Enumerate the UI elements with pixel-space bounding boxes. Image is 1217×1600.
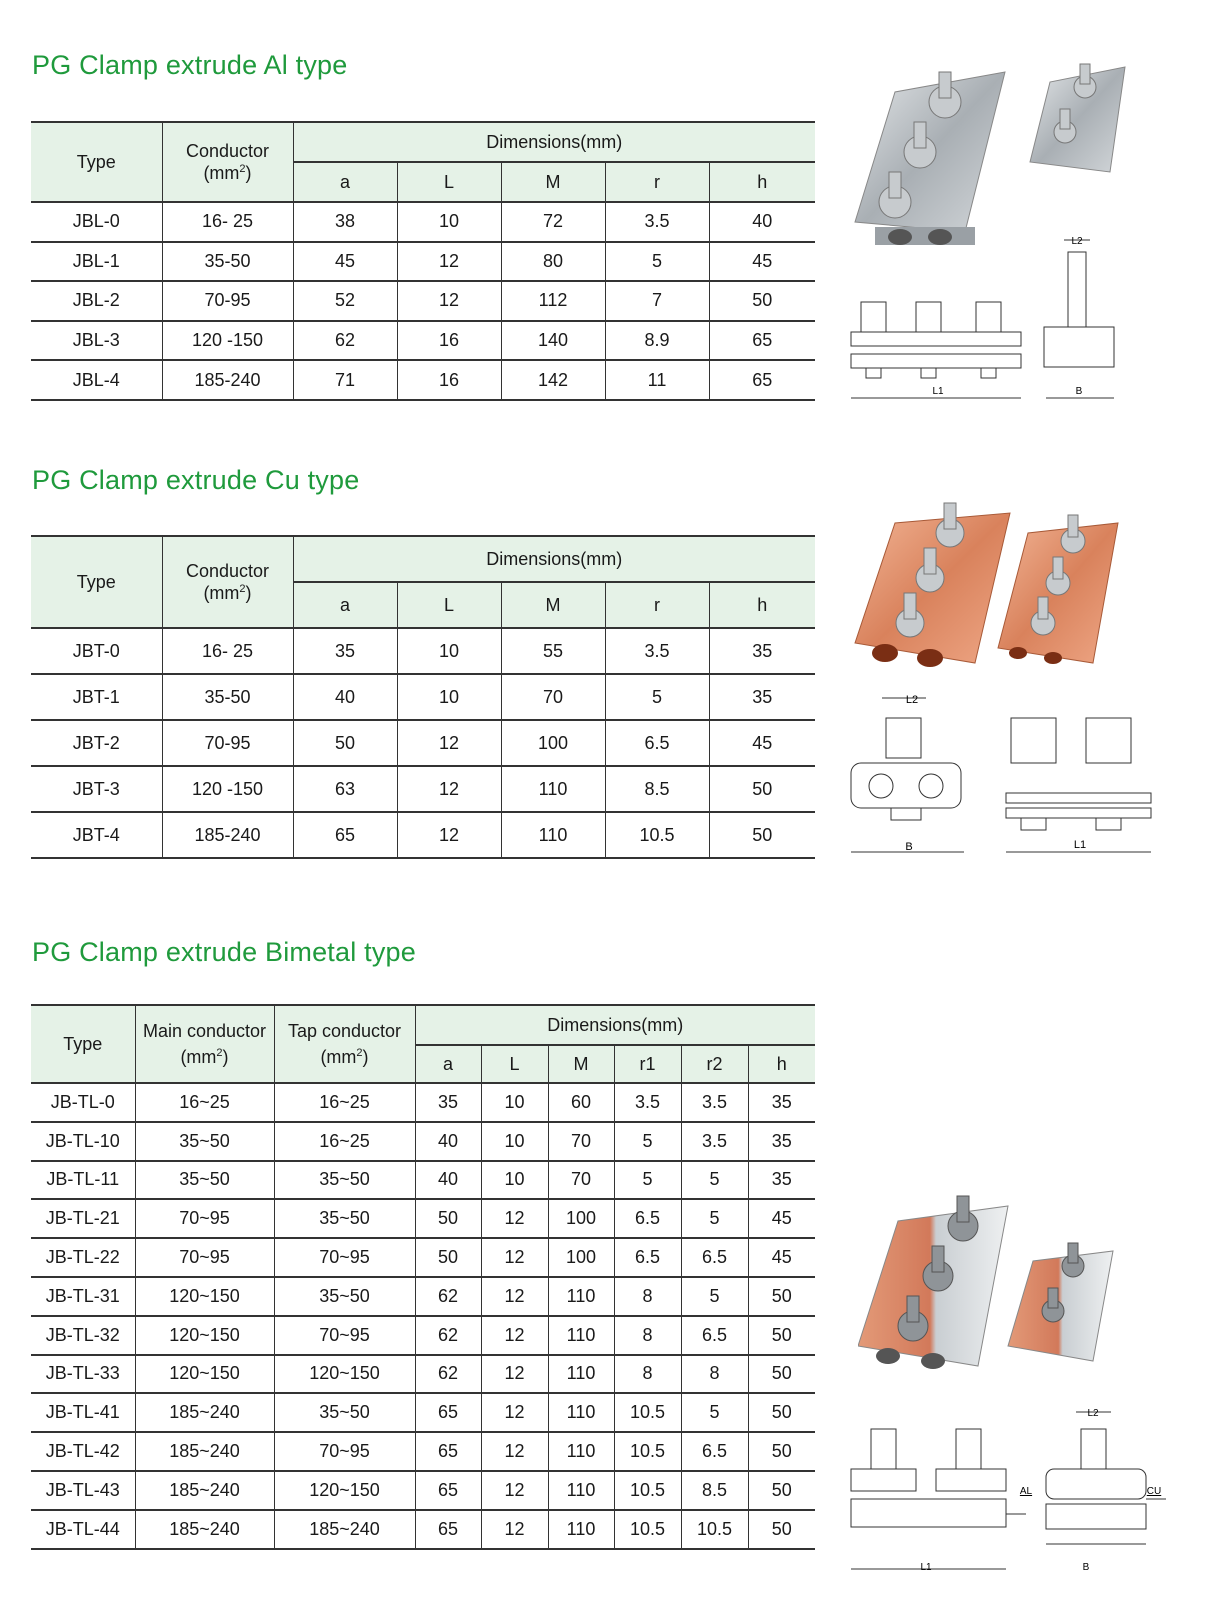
table-row bbox=[31, 1471, 815, 1510]
table-cell: 140 bbox=[501, 321, 605, 361]
table-cell: 65 bbox=[709, 321, 815, 361]
table-cell: 50 bbox=[415, 1238, 481, 1277]
table-cell: 3.5 bbox=[614, 1083, 681, 1122]
table-cell: 45 bbox=[709, 720, 815, 766]
dim-col-header: M bbox=[501, 582, 605, 628]
table-cell: 50 bbox=[293, 720, 397, 766]
table-cell: 10 bbox=[397, 202, 501, 242]
table-cell: 12 bbox=[481, 1432, 548, 1471]
cu-dimension-drawing bbox=[846, 688, 1156, 863]
table-cell: 70~95 bbox=[274, 1432, 415, 1471]
table-cell: 65 bbox=[293, 812, 397, 858]
table-cell: 62 bbox=[415, 1277, 481, 1316]
table-cell: 16~25 bbox=[135, 1083, 274, 1122]
table-cell: 10 bbox=[481, 1161, 548, 1200]
table-row bbox=[31, 1238, 815, 1277]
table-cell: 11 bbox=[605, 360, 709, 400]
table-cell: 112 bbox=[501, 281, 605, 321]
table-cell: 10.5 bbox=[614, 1393, 681, 1432]
table-cell: 70~95 bbox=[274, 1316, 415, 1355]
table-cell: 50 bbox=[748, 1316, 815, 1355]
table-cell: 10 bbox=[481, 1122, 548, 1161]
table-cell: 185-240 bbox=[162, 812, 293, 858]
al-spec-table bbox=[31, 121, 815, 401]
table-cell: 35~50 bbox=[274, 1199, 415, 1238]
table-cell: 12 bbox=[481, 1316, 548, 1355]
table-cell: JBL-0 bbox=[31, 202, 162, 242]
table-row bbox=[31, 242, 815, 282]
table-cell: 16 bbox=[397, 321, 501, 361]
table-cell: 45 bbox=[709, 242, 815, 282]
table-cell: JB-TL-11 bbox=[31, 1161, 135, 1200]
table-cell: 110 bbox=[548, 1510, 614, 1549]
table-cell: 10.5 bbox=[681, 1510, 748, 1549]
dim-col-header: L bbox=[481, 1045, 548, 1083]
type-header: Type bbox=[31, 1005, 135, 1083]
table-cell: JB-TL-10 bbox=[31, 1122, 135, 1161]
table-cell: 12 bbox=[397, 812, 501, 858]
bi-section-title: PG Clamp extrude Bimetal type bbox=[32, 937, 416, 967]
table-cell: JBL-1 bbox=[31, 242, 162, 282]
table-cell: 8 bbox=[681, 1355, 748, 1394]
table-cell: 35~50 bbox=[274, 1277, 415, 1316]
table-cell: 5 bbox=[681, 1199, 748, 1238]
table-cell: 6.5 bbox=[681, 1238, 748, 1277]
table-cell: 12 bbox=[481, 1277, 548, 1316]
table-cell: 8.5 bbox=[681, 1471, 748, 1510]
table-row bbox=[31, 1355, 815, 1394]
table-cell: 185-240 bbox=[162, 360, 293, 400]
table-cell: 71 bbox=[293, 360, 397, 400]
table-cell: 12 bbox=[481, 1199, 548, 1238]
table-row bbox=[31, 202, 815, 242]
table-cell: JBL-3 bbox=[31, 321, 162, 361]
table-cell: JBT-2 bbox=[31, 720, 162, 766]
dim-col-header: h bbox=[709, 162, 815, 202]
table-cell: 70 bbox=[501, 674, 605, 720]
table-cell: 3.5 bbox=[681, 1122, 748, 1161]
table-cell: 185~240 bbox=[135, 1432, 274, 1471]
table-cell: 6.5 bbox=[614, 1238, 681, 1277]
table-row bbox=[31, 1316, 815, 1355]
table-cell: 50 bbox=[709, 812, 815, 858]
dim-col-header: r2 bbox=[681, 1045, 748, 1083]
table-cell: 70-95 bbox=[162, 281, 293, 321]
table-cell: 35~50 bbox=[274, 1393, 415, 1432]
table-cell: 6.5 bbox=[681, 1432, 748, 1471]
table-cell: 3.5 bbox=[605, 202, 709, 242]
table-cell: 110 bbox=[548, 1393, 614, 1432]
al-clamp-photo bbox=[845, 52, 1135, 252]
table-cell: 55 bbox=[501, 628, 605, 674]
cu-section-title: PG Clamp extrude Cu type bbox=[32, 465, 360, 495]
table-cell: JB-TL-33 bbox=[31, 1355, 135, 1394]
table-cell: 110 bbox=[548, 1471, 614, 1510]
table-cell: 5 bbox=[614, 1122, 681, 1161]
table-row bbox=[31, 281, 815, 321]
table-cell: 8 bbox=[614, 1277, 681, 1316]
table-cell: 5 bbox=[614, 1161, 681, 1200]
table-cell: JB-TL-0 bbox=[31, 1083, 135, 1122]
table-cell: 120~150 bbox=[135, 1277, 274, 1316]
table-row bbox=[31, 360, 815, 400]
table-cell: 45 bbox=[748, 1238, 815, 1277]
table-cell: 6.5 bbox=[605, 720, 709, 766]
table-cell: 35 bbox=[709, 674, 815, 720]
table-cell: 120~150 bbox=[274, 1471, 415, 1510]
table-row bbox=[31, 1393, 815, 1432]
table-cell: 5 bbox=[681, 1393, 748, 1432]
table-cell: 35 bbox=[415, 1083, 481, 1122]
table-row bbox=[31, 1083, 815, 1122]
table-cell: 35 bbox=[293, 628, 397, 674]
table-row bbox=[31, 812, 815, 858]
dim-col-header: L bbox=[397, 582, 501, 628]
conductor-header: Conductor $(mm^2)$ bbox=[162, 122, 293, 202]
table-cell: 35 bbox=[748, 1083, 815, 1122]
l2-label: L2 bbox=[905, 694, 919, 706]
table-cell: 52 bbox=[293, 281, 397, 321]
table-cell: 6.5 bbox=[614, 1199, 681, 1238]
table-cell: 10.5 bbox=[605, 812, 709, 858]
table-cell: 10.5 bbox=[614, 1510, 681, 1549]
dim-col-header: r1 bbox=[614, 1045, 681, 1083]
table-cell: 72 bbox=[501, 202, 605, 242]
table-cell: 16~25 bbox=[274, 1122, 415, 1161]
table-cell: 10 bbox=[397, 628, 501, 674]
b-label: B bbox=[1075, 386, 1083, 397]
table-cell: 5 bbox=[605, 242, 709, 282]
table-cell: 100 bbox=[501, 720, 605, 766]
table-cell: 40 bbox=[415, 1122, 481, 1161]
table-cell: 6.5 bbox=[681, 1316, 748, 1355]
table-cell: 70-95 bbox=[162, 720, 293, 766]
table-cell: 5 bbox=[681, 1277, 748, 1316]
table-cell: 12 bbox=[481, 1471, 548, 1510]
table-cell: 38 bbox=[293, 202, 397, 242]
dim-col-header: M bbox=[501, 162, 605, 202]
table-cell: 35-50 bbox=[162, 242, 293, 282]
main-conductor-header: Main conductor $(mm^2)$ bbox=[135, 1005, 274, 1083]
table-cell: 110 bbox=[501, 812, 605, 858]
table-cell: 16- 25 bbox=[162, 202, 293, 242]
table-cell: 8 bbox=[614, 1316, 681, 1355]
table-cell: 35 bbox=[748, 1161, 815, 1200]
table-cell: 45 bbox=[748, 1199, 815, 1238]
table-cell: 8 bbox=[614, 1355, 681, 1394]
table-cell: 62 bbox=[415, 1355, 481, 1394]
cu-clamp-photo bbox=[850, 488, 1130, 673]
table-cell: 185~240 bbox=[135, 1393, 274, 1432]
table-cell: 65 bbox=[415, 1510, 481, 1549]
al-section-title: PG Clamp extrude Al type bbox=[32, 50, 348, 80]
table-cell: 8.9 bbox=[605, 321, 709, 361]
dimensions-header: Dimensions(mm) bbox=[415, 1005, 815, 1045]
table-cell: JB-TL-21 bbox=[31, 1199, 135, 1238]
table-cell: JB-TL-22 bbox=[31, 1238, 135, 1277]
table-cell: 100 bbox=[548, 1238, 614, 1277]
table-cell: 50 bbox=[748, 1277, 815, 1316]
table-cell: 35~50 bbox=[274, 1161, 415, 1200]
cu-table-body bbox=[31, 628, 815, 858]
table-cell: 10.5 bbox=[614, 1432, 681, 1471]
table-cell: 35 bbox=[748, 1122, 815, 1161]
table-cell: 35 bbox=[709, 628, 815, 674]
table-cell: 185~240 bbox=[135, 1471, 274, 1510]
al-side-label: AL bbox=[1019, 1486, 1033, 1497]
table-cell: 120 -150 bbox=[162, 321, 293, 361]
dimensions-header: Dimensions(mm) bbox=[293, 122, 815, 162]
table-cell: 12 bbox=[481, 1238, 548, 1277]
bimetal-clamp-photo bbox=[858, 1176, 1123, 1376]
table-cell: 12 bbox=[397, 720, 501, 766]
table-cell: 70~95 bbox=[135, 1199, 274, 1238]
table-cell: JB-TL-42 bbox=[31, 1432, 135, 1471]
table-cell: 10.5 bbox=[614, 1471, 681, 1510]
table-cell: JBT-3 bbox=[31, 766, 162, 812]
table-cell: 5 bbox=[605, 674, 709, 720]
table-row bbox=[31, 1199, 815, 1238]
dim-col-header: a bbox=[293, 582, 397, 628]
table-cell: 65 bbox=[709, 360, 815, 400]
table-cell: 50 bbox=[748, 1471, 815, 1510]
table-cell: 70~95 bbox=[135, 1238, 274, 1277]
table-cell: 40 bbox=[293, 674, 397, 720]
b-label: B bbox=[1082, 1562, 1090, 1573]
table-cell: JBL-4 bbox=[31, 360, 162, 400]
table-cell: 12 bbox=[397, 281, 501, 321]
table-row bbox=[31, 766, 815, 812]
table-cell: 110 bbox=[501, 766, 605, 812]
table-cell: 185~240 bbox=[135, 1510, 274, 1549]
table-cell: 40 bbox=[415, 1161, 481, 1200]
table-cell: 50 bbox=[748, 1510, 815, 1549]
table-cell: 12 bbox=[397, 242, 501, 282]
dim-col-header: r bbox=[605, 582, 709, 628]
table-cell: 110 bbox=[548, 1316, 614, 1355]
table-cell: 120~150 bbox=[274, 1355, 415, 1394]
table-cell: 3.5 bbox=[681, 1083, 748, 1122]
dim-col-header: a bbox=[415, 1045, 481, 1083]
table-cell: 12 bbox=[397, 766, 501, 812]
b-label: B bbox=[905, 841, 913, 853]
l2-label: L2 bbox=[1087, 1408, 1099, 1419]
table-cell: 10 bbox=[397, 674, 501, 720]
table-cell: 8.5 bbox=[605, 766, 709, 812]
table-cell: JB-TL-31 bbox=[31, 1277, 135, 1316]
table-cell: JB-TL-44 bbox=[31, 1510, 135, 1549]
table-cell: 3.5 bbox=[605, 628, 709, 674]
table-cell: 142 bbox=[501, 360, 605, 400]
table-cell: 80 bbox=[501, 242, 605, 282]
type-header: Type bbox=[31, 536, 162, 628]
table-cell: JBT-1 bbox=[31, 674, 162, 720]
table-cell: 50 bbox=[748, 1355, 815, 1394]
table-cell: JBT-4 bbox=[31, 812, 162, 858]
table-cell: 35-50 bbox=[162, 674, 293, 720]
table-cell: 12 bbox=[481, 1510, 548, 1549]
table-cell: 65 bbox=[415, 1471, 481, 1510]
table-row bbox=[31, 1432, 815, 1471]
cu-side-label: CU bbox=[1146, 1486, 1162, 1497]
table-cell: 10 bbox=[481, 1083, 548, 1122]
table-cell: 185~240 bbox=[274, 1510, 415, 1549]
table-cell: JB-TL-32 bbox=[31, 1316, 135, 1355]
dim-col-header: M bbox=[548, 1045, 614, 1083]
al-dimension-drawing bbox=[846, 232, 1126, 410]
table-cell: 70~95 bbox=[274, 1238, 415, 1277]
table-cell: 100 bbox=[548, 1199, 614, 1238]
bi-table-body bbox=[31, 1083, 815, 1549]
table-cell: 120~150 bbox=[135, 1355, 274, 1394]
table-cell: 5 bbox=[681, 1161, 748, 1200]
table-cell: JBL-2 bbox=[31, 281, 162, 321]
table-cell: 50 bbox=[709, 281, 815, 321]
table-cell: 110 bbox=[548, 1355, 614, 1394]
table-cell: 45 bbox=[293, 242, 397, 282]
table-cell: 35~50 bbox=[135, 1122, 274, 1161]
dim-col-header: L bbox=[397, 162, 501, 202]
table-cell: 16- 25 bbox=[162, 628, 293, 674]
table-cell: JB-TL-43 bbox=[31, 1471, 135, 1510]
table-cell: 70 bbox=[548, 1161, 614, 1200]
l2-label: L2 bbox=[1071, 236, 1083, 247]
table-cell: 70 bbox=[548, 1122, 614, 1161]
table-cell: 7 bbox=[605, 281, 709, 321]
l1-label: L1 bbox=[920, 1562, 932, 1573]
type-header: Type bbox=[31, 122, 162, 202]
dim-col-header: a bbox=[293, 162, 397, 202]
bi-spec-table bbox=[31, 1004, 815, 1550]
table-cell: 65 bbox=[415, 1393, 481, 1432]
table-cell: 12 bbox=[481, 1355, 548, 1394]
table-cell: 110 bbox=[548, 1277, 614, 1316]
table-row bbox=[31, 1510, 815, 1549]
table-cell: 60 bbox=[548, 1083, 614, 1122]
table-row bbox=[31, 674, 815, 720]
table-row bbox=[31, 1122, 815, 1161]
dim-col-header: h bbox=[709, 582, 815, 628]
table-row bbox=[31, 1277, 815, 1316]
table-cell: 12 bbox=[481, 1393, 548, 1432]
table-cell: 62 bbox=[415, 1316, 481, 1355]
dim-col-header: r bbox=[605, 162, 709, 202]
cu-spec-table bbox=[31, 535, 815, 859]
table-cell: 16~25 bbox=[274, 1083, 415, 1122]
table-cell: 110 bbox=[548, 1432, 614, 1471]
table-cell: JBT-0 bbox=[31, 628, 162, 674]
table-cell: 35~50 bbox=[135, 1161, 274, 1200]
al-table-body bbox=[31, 202, 815, 400]
table-cell: 65 bbox=[415, 1432, 481, 1471]
table-cell: 40 bbox=[709, 202, 815, 242]
table-cell: 120 -150 bbox=[162, 766, 293, 812]
table-cell: JB-TL-41 bbox=[31, 1393, 135, 1432]
table-row bbox=[31, 321, 815, 361]
table-cell: 63 bbox=[293, 766, 397, 812]
table-cell: 50 bbox=[748, 1432, 815, 1471]
table-cell: 50 bbox=[709, 766, 815, 812]
table-row bbox=[31, 720, 815, 766]
tap-conductor-header: Tap conductor $(mm^2)$ bbox=[274, 1005, 415, 1083]
l1-label: L1 bbox=[932, 386, 944, 397]
table-cell: 120~150 bbox=[135, 1316, 274, 1355]
bimetal-dimension-drawing bbox=[846, 1404, 1168, 1580]
table-cell: 50 bbox=[748, 1393, 815, 1432]
dim-col-header: h bbox=[748, 1045, 815, 1083]
dimensions-header: Dimensions(mm) bbox=[293, 536, 815, 582]
table-cell: 62 bbox=[293, 321, 397, 361]
table-row bbox=[31, 628, 815, 674]
l1-label: L1 bbox=[1073, 839, 1087, 851]
table-cell: 50 bbox=[415, 1199, 481, 1238]
conductor-header: Conductor $(mm^2)$ bbox=[162, 536, 293, 628]
table-cell: 16 bbox=[397, 360, 501, 400]
table-row bbox=[31, 1161, 815, 1200]
